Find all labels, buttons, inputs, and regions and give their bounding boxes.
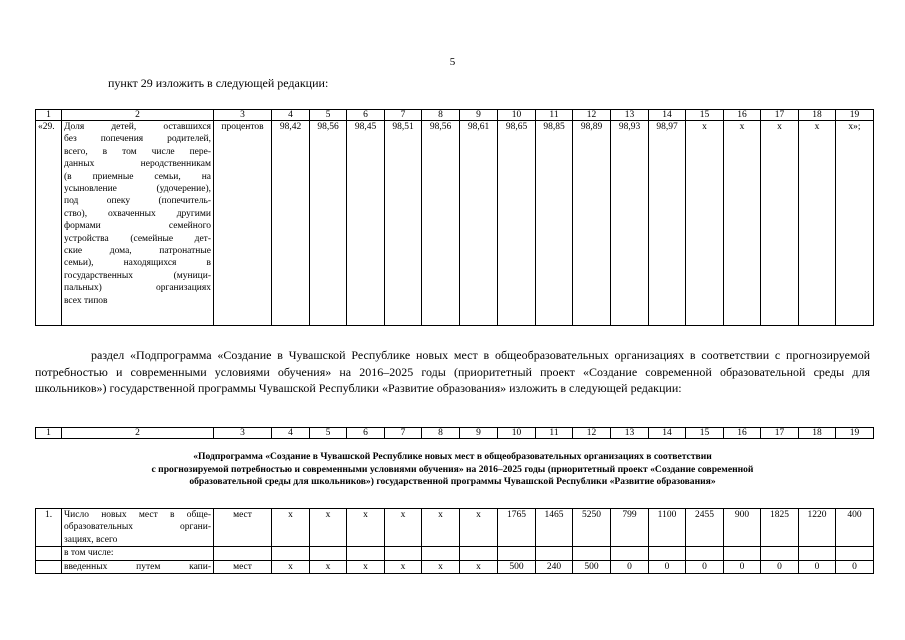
indicator-name-line: ские дома, патронатные <box>64 246 211 257</box>
column-header: 14 <box>649 428 686 439</box>
column-header: 7 <box>385 110 422 121</box>
column-header: 16 <box>724 428 761 439</box>
column-header: 3 <box>214 110 272 121</box>
value-cell: х <box>272 560 310 573</box>
column-header: 12 <box>573 110 611 121</box>
subprogram-heading-line: с прогнозируемой потребностью и современными условиями обучения» на 2016–2025 годы (приоритетный проект «Создание современной <box>151 463 754 475</box>
column-header: 7 <box>385 428 422 439</box>
column-header: 15 <box>686 110 724 121</box>
column-header: 1 <box>36 428 62 439</box>
indicator-name-line: устройства (семейные дет- <box>64 233 211 244</box>
indicator-name-line: Доля детей, оставшихся <box>64 122 211 132</box>
column-header: 10 <box>498 428 536 439</box>
value-cell: х»; <box>836 121 874 326</box>
indicator-name <box>62 509 214 547</box>
value-cell: х <box>347 509 385 547</box>
value-cell: 98,45 <box>347 121 385 326</box>
value-cell <box>460 547 498 560</box>
value-cell: 240 <box>536 560 573 573</box>
row-number <box>36 547 62 560</box>
value-cell: 1825 <box>761 509 799 547</box>
column-header: 13 <box>611 110 649 121</box>
column-header: 16 <box>724 110 761 121</box>
indicator-name-line: всех типов <box>64 295 108 306</box>
indicator-name-line: государственных (муници- <box>64 270 211 281</box>
value-cell: 0 <box>611 560 649 573</box>
column-header: 9 <box>460 428 498 439</box>
value-cell: 0 <box>686 560 724 573</box>
column-header-row <box>36 428 874 439</box>
value-cell: 0 <box>724 560 761 573</box>
value-cell: 98,65 <box>498 121 536 326</box>
value-cell: 98,89 <box>573 121 611 326</box>
value-cell: 900 <box>724 509 761 547</box>
value-cell: 98,56 <box>310 121 347 326</box>
table-row <box>36 560 874 573</box>
value-cell: 98,42 <box>272 121 310 326</box>
row-number <box>36 560 62 573</box>
value-cell: 0 <box>761 560 799 573</box>
indicator-table <box>35 109 874 326</box>
column-header: 5 <box>310 110 347 121</box>
value-cell: х <box>272 509 310 547</box>
value-cell: 0 <box>836 560 874 573</box>
column-header: 8 <box>422 110 460 121</box>
value-cell <box>385 547 422 560</box>
indicator-name-line: (в приемные семьи, на <box>64 171 211 182</box>
column-header: 15 <box>686 428 724 439</box>
column-header: 10 <box>498 110 536 121</box>
value-cell <box>799 547 836 560</box>
value-cell: 98,56 <box>422 121 460 326</box>
unit-cell: мест <box>214 509 272 547</box>
indicator-name-line: Число новых мест в обще- <box>64 510 211 520</box>
value-cell: 0 <box>799 560 836 573</box>
section-paragraph <box>35 347 870 397</box>
page-number: 5 <box>449 56 456 68</box>
row-number: «29. <box>36 121 62 326</box>
value-cell <box>422 547 460 560</box>
value-cell <box>310 547 347 560</box>
value-cell: х <box>385 560 422 573</box>
value-cell: 500 <box>498 560 536 573</box>
indicator-name-line: усыновление (удочерение), <box>64 184 211 195</box>
column-header: 14 <box>649 110 686 121</box>
value-cell: 5250 <box>573 509 611 547</box>
subprogram-heading <box>35 451 870 489</box>
indicator-name-line: зациях, всего <box>64 534 118 545</box>
column-header: 13 <box>611 428 649 439</box>
value-cell: 500 <box>573 560 611 573</box>
value-cell: 1220 <box>799 509 836 547</box>
table-row <box>36 121 874 326</box>
indicator-name-line: под опеку (попечитель- <box>64 196 211 207</box>
column-header: 12 <box>573 428 611 439</box>
column-header: 19 <box>836 428 874 439</box>
value-cell: х <box>310 509 347 547</box>
value-cell: х <box>460 560 498 573</box>
indicator-name: в том числе: <box>62 547 214 560</box>
column-header: 11 <box>536 428 573 439</box>
value-cell <box>649 547 686 560</box>
subprogram-heading-line: образовательной среды для школьников») государственной программы Чувашской Республики «Развитие образования» <box>189 476 716 488</box>
indicator-name-line: без попечения родителей, <box>64 134 211 145</box>
value-cell <box>498 547 536 560</box>
column-header: 5 <box>310 428 347 439</box>
value-cell: 0 <box>649 560 686 573</box>
column-header: 6 <box>347 428 385 439</box>
indicator-name <box>62 121 214 326</box>
unit-cell: процентов <box>214 121 272 326</box>
indicator-name-line: данных неродственникам <box>64 159 211 170</box>
value-cell <box>272 547 310 560</box>
indicator-name-line: всего, в том числе пере- <box>64 146 211 157</box>
subprogram-heading-line: «Подпрограмма «Создание в Чувашской Республике новых мест в общеобразовательных организациях в соответствии <box>193 451 712 462</box>
value-cell <box>836 547 874 560</box>
value-cell <box>536 547 573 560</box>
value-cell: х <box>422 560 460 573</box>
value-cell: х <box>422 509 460 547</box>
value-cell <box>611 547 649 560</box>
value-cell <box>761 547 799 560</box>
subprogram-header-table <box>35 427 874 439</box>
value-cell <box>686 547 724 560</box>
row-number: 1. <box>36 509 62 547</box>
value-cell <box>347 547 385 560</box>
column-header: 1 <box>36 110 62 121</box>
value-cell: 98,93 <box>611 121 649 326</box>
column-header: 17 <box>761 428 799 439</box>
value-cell <box>724 547 761 560</box>
value-cell: 1465 <box>536 509 573 547</box>
column-header: 4 <box>272 428 310 439</box>
value-cell <box>573 547 611 560</box>
value-cell: х <box>686 121 724 326</box>
indicator-name: введенных путем капи- <box>62 560 214 573</box>
table-row <box>36 509 874 547</box>
indicator-name-line: семьи), находящихся в <box>64 258 211 269</box>
value-cell: 1100 <box>649 509 686 547</box>
value-cell: 400 <box>836 509 874 547</box>
indicator-name-line: образовательных органи- <box>64 522 211 533</box>
column-header: 17 <box>761 110 799 121</box>
value-cell: х <box>799 121 836 326</box>
value-cell: 799 <box>611 509 649 547</box>
column-header: 3 <box>214 428 272 439</box>
column-header: 2 <box>62 110 214 121</box>
indicator-name-line: ство), охваченных другими <box>64 208 211 219</box>
column-header-row <box>36 110 874 121</box>
column-header: 6 <box>347 110 385 121</box>
value-cell: х <box>761 121 799 326</box>
value-cell: 1765 <box>498 509 536 547</box>
column-header: 19 <box>836 110 874 121</box>
unit-cell: мест <box>214 560 272 573</box>
section-paragraph-text: раздел «Подпрограмма «Создание в Чувашской Республике новых мест в общеобразовательных организациях в соответствии с прогнозируемой потребностью и современными условиями обучения» на 2016–2025 годы (приоритетный проект «Создание современной образовательной среды для школьников») государственной программы Чувашской Республики «Развитие образования» изложить в следующей редакции: <box>35 348 870 395</box>
column-header: 2 <box>62 428 214 439</box>
indicator-name-line: пальных) организациях <box>64 283 211 294</box>
value-cell: х <box>385 509 422 547</box>
intro-text: пункт 29 изложить в следующей редакции: <box>108 76 329 90</box>
value-cell: х <box>310 560 347 573</box>
value-cell: 98,97 <box>649 121 686 326</box>
value-cell: 2455 <box>686 509 724 547</box>
value-cell: х <box>347 560 385 573</box>
value-cell: х <box>460 509 498 547</box>
table-row <box>36 547 874 560</box>
subprogram-table <box>35 508 874 574</box>
value-cell: 98,61 <box>460 121 498 326</box>
column-header: 4 <box>272 110 310 121</box>
value-cell: 98,51 <box>385 121 422 326</box>
column-header: 18 <box>799 110 836 121</box>
column-header: 9 <box>460 110 498 121</box>
column-header: 11 <box>536 110 573 121</box>
column-header: 8 <box>422 428 460 439</box>
value-cell: 98,85 <box>536 121 573 326</box>
column-header: 18 <box>799 428 836 439</box>
indicator-name-line: формами семейного <box>64 221 211 232</box>
value-cell: х <box>724 121 761 326</box>
value-cell <box>214 547 272 560</box>
